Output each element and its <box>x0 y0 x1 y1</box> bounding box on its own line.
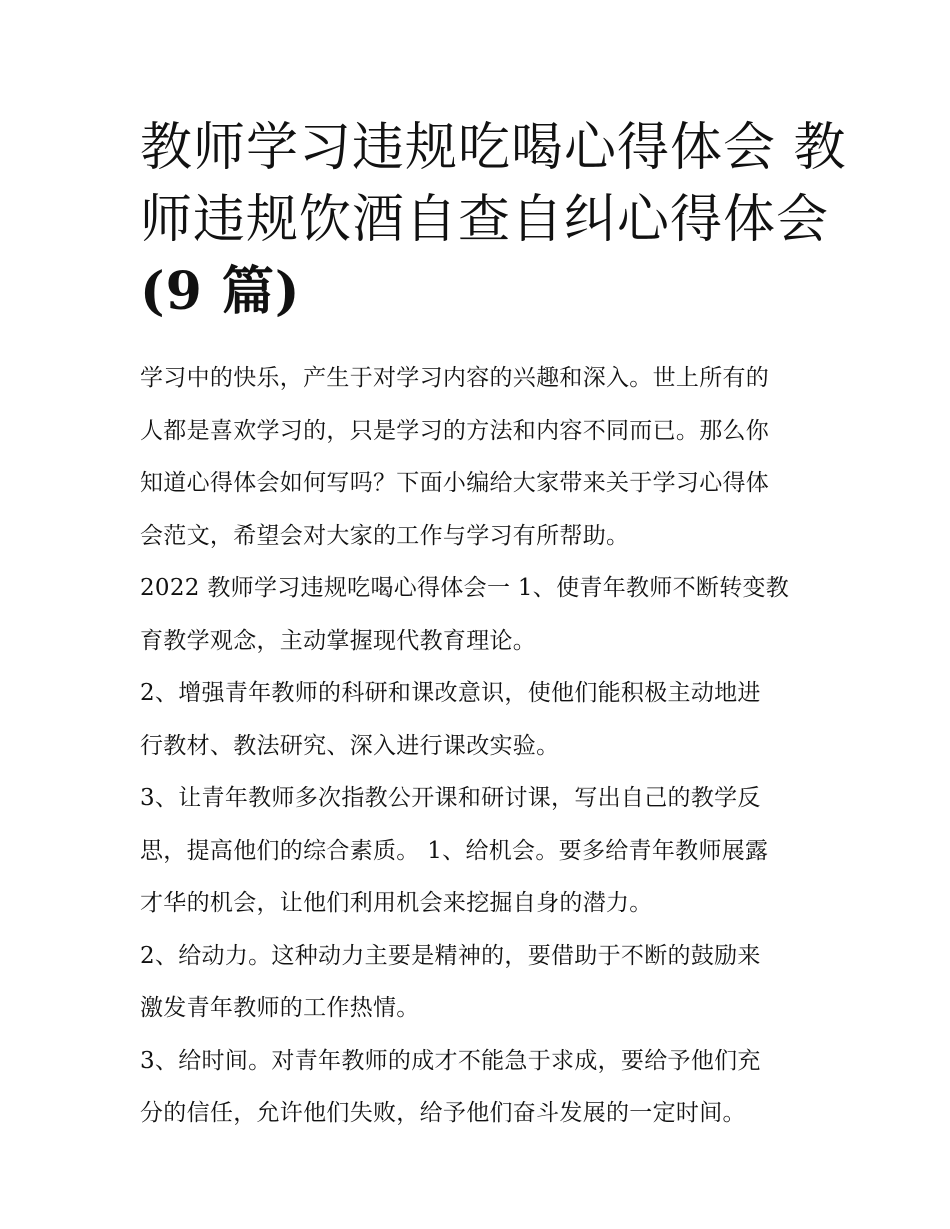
text-line: 分的信任，允许他们失败，给予他们奋斗发展的一定时间。 <box>140 1100 746 1126</box>
text-line: 人都是喜欢学习的，只是学习的方法和内容不同而已。那么你 <box>140 417 770 444</box>
text-line: 行教材、教法研究、深入进行课改实验。 <box>140 732 560 759</box>
text-line: 会范文，希望会对大家的工作与学习有所帮助。 <box>140 522 630 549</box>
paragraph-time <box>140 1035 820 1140</box>
text-line: 2、增强青年教师的科研和课改意识，使他们能积极主动地进 <box>140 680 761 706</box>
text-line: 知道心得体会如何写吗？下面小编给大家带来关于学习心得体 <box>140 470 770 496</box>
text-line: 育教学观念，主动掌握现代教育理论。 <box>140 627 537 654</box>
text-line: 才华的机会，让他们利用机会来挖掘自身的潜力。 <box>140 890 653 916</box>
document-title <box>140 112 847 328</box>
document-body <box>140 352 820 1140</box>
title-line: (9 篇) <box>140 261 301 322</box>
text-line: 学习中的快乐，产生于对学习内容的兴趣和深入。世上所有的 <box>140 365 770 391</box>
paragraph-intro <box>140 352 820 562</box>
text-line: 3、给时间。对青年教师的成才不能急于求成，要给予他们充 <box>140 1047 761 1074</box>
text-line: 激发青年教师的工作热情。 <box>140 995 420 1021</box>
text-line: 思，提高他们的综合素质。 1、给机会。要多给青年教师展露 <box>140 837 769 864</box>
paragraph-motivation <box>140 930 820 1035</box>
paragraph-item-3 <box>140 772 820 930</box>
title-line: 教师学习违规吃喝心得体会 教 <box>140 118 847 178</box>
text-line: 2、给动力。这种动力主要是精神的，要借助于不断的鼓励来 <box>140 942 761 969</box>
paragraph-item-1 <box>140 562 820 667</box>
paragraph-item-2 <box>140 667 820 772</box>
title-line: 师违规饮酒自查自纠心得体会 <box>140 190 830 250</box>
text-line: 2022 教师学习违规吃喝心得体会一 1、使青年教师不断转变教 <box>140 575 790 601</box>
text-line: 3、让青年教师多次指教公开课和研讨课，写出自己的教学反 <box>140 785 761 811</box>
